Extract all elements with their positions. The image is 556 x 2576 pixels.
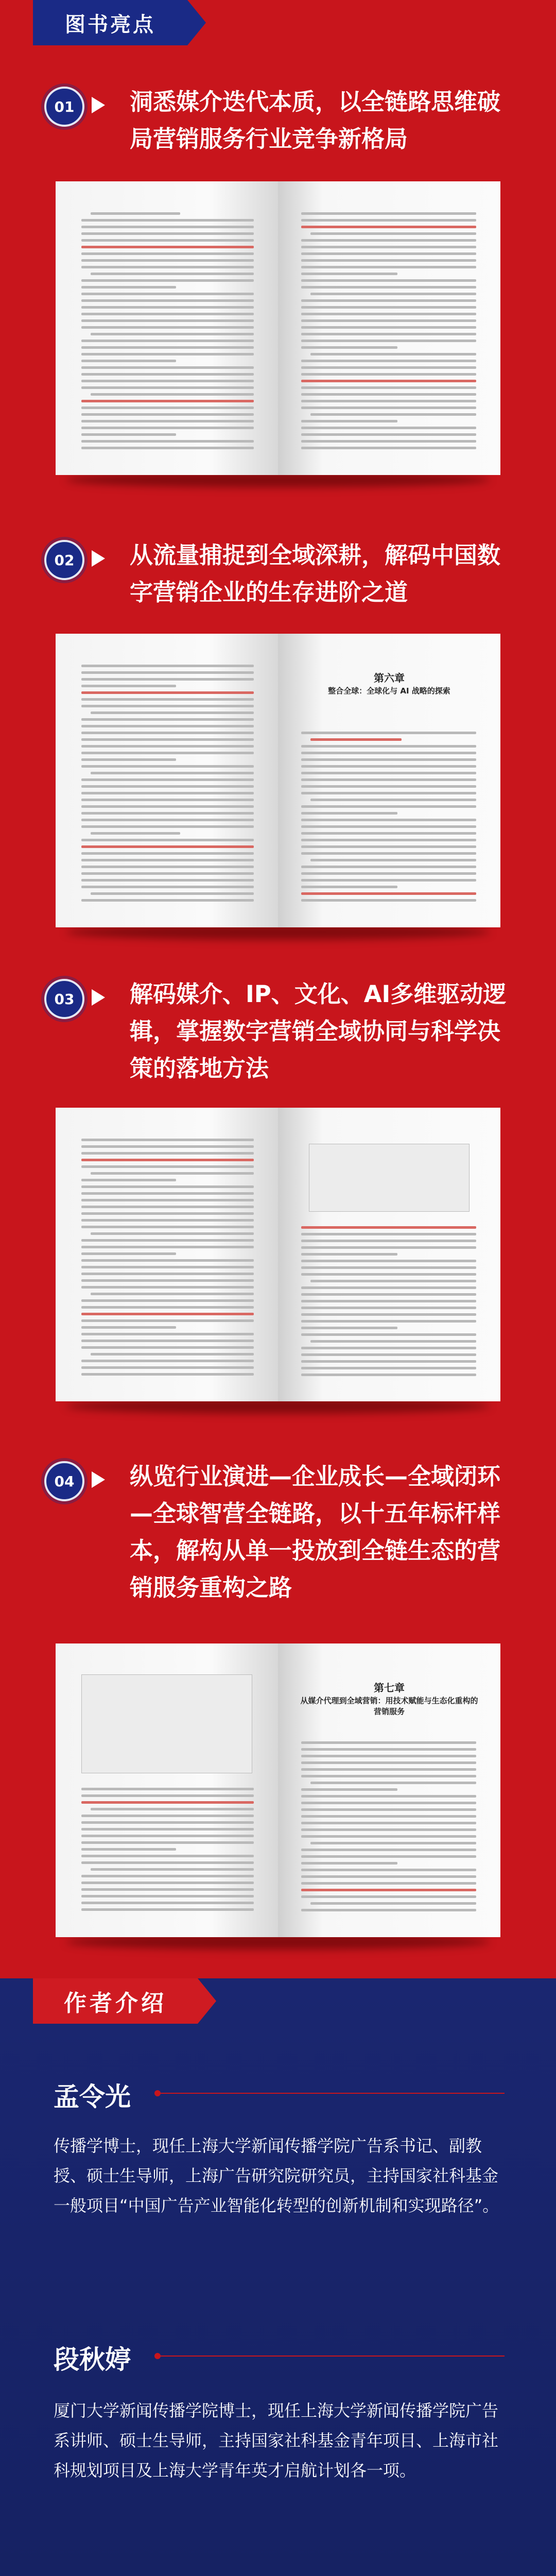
number-badge-01: 01 [44, 87, 84, 127]
text-line [301, 1266, 476, 1269]
text-line [301, 1828, 476, 1831]
text-line [301, 219, 476, 222]
text-line [91, 273, 254, 275]
text-line [81, 1279, 254, 1282]
text-line [301, 1347, 476, 1349]
text-line [81, 725, 254, 727]
text-line [91, 1293, 254, 1295]
text-line [81, 232, 254, 235]
text-line [91, 711, 254, 714]
text-line [91, 1353, 254, 1355]
text-line [81, 1319, 254, 1322]
text-line [81, 1794, 254, 1797]
text-line [301, 386, 476, 389]
text-line [81, 678, 254, 681]
text-line [301, 212, 476, 215]
text-line [301, 1273, 476, 1276]
text-line [81, 1841, 254, 1844]
text-line [301, 1815, 476, 1818]
text-line [301, 852, 476, 855]
highlights-title: 图书亮点 [33, 0, 187, 45]
text-line [301, 1286, 476, 1289]
highlight-text-03: 解码媒介、IP、文化、AI多维驱动逻辑，掌握数字营销全域协同与科学决策的落地方法 [130, 980, 507, 1082]
book-page-right [278, 634, 500, 927]
text-line [310, 1902, 476, 1905]
number-badge-03: 03 [44, 979, 84, 1019]
divider [160, 2093, 505, 2094]
text-line [81, 366, 254, 369]
text-line [81, 252, 254, 255]
book-page-left [56, 181, 278, 475]
text-line [301, 778, 476, 781]
text-line [301, 360, 476, 362]
book-page-right [278, 1643, 500, 1937]
text-line [81, 866, 254, 868]
text-line [81, 819, 254, 821]
text-line [91, 1808, 254, 1810]
text-line [301, 1374, 476, 1376]
highlight-text-02: 从流量捕捉到全域深耕，解码中国数字营销企业的生存进阶之道 [130, 541, 501, 606]
text-line [81, 1226, 254, 1228]
text-line [91, 212, 180, 215]
text-line [81, 845, 254, 848]
text-line [301, 1748, 476, 1751]
text-line [301, 1300, 476, 1302]
text-line [301, 1882, 476, 1885]
text-line [81, 792, 254, 794]
authors-title: 作者介绍 [33, 1978, 198, 2024]
text-line [91, 1232, 254, 1235]
chapter-title: 从媒介代理到全域营销：用技术赋能与生态化重构的营销服务 [300, 1696, 478, 1716]
text-line [301, 299, 476, 302]
text-line [301, 732, 476, 734]
text-line [81, 1908, 254, 1911]
text-line [81, 1801, 254, 1804]
text-line [310, 738, 402, 741]
text-line [301, 380, 476, 382]
text-line [81, 752, 254, 754]
text-line [310, 799, 476, 801]
text-line [301, 1835, 476, 1838]
number-badge-04: 04 [44, 1461, 84, 1501]
text-line [301, 226, 476, 228]
text-line [81, 671, 254, 674]
text-line [81, 326, 254, 329]
text-line [301, 1875, 476, 1878]
text-line [301, 366, 476, 369]
book-figure [81, 1674, 252, 1773]
text-line [301, 1293, 476, 1296]
text-line [301, 765, 476, 768]
text-line [301, 1320, 476, 1323]
text-line [81, 698, 254, 701]
text-line [81, 1165, 254, 1168]
text-line [301, 1761, 476, 1764]
text-line [301, 259, 476, 262]
number-badge-02: 02 [44, 540, 84, 580]
text-line [301, 805, 476, 808]
text-line [301, 279, 476, 282]
text-line [301, 440, 476, 443]
text-line [301, 1246, 476, 1249]
text-line [301, 1802, 476, 1804]
text-line [81, 433, 176, 436]
author-name: 段秋婷 [54, 2345, 131, 2375]
book-page-left [56, 1108, 278, 1401]
text-line [91, 1868, 254, 1871]
text-line [81, 219, 254, 222]
text-line [301, 1226, 476, 1229]
text-line [301, 400, 476, 402]
text-line [81, 1821, 254, 1824]
text-line [81, 1152, 254, 1155]
text-line [81, 1266, 254, 1268]
text-line [301, 333, 476, 335]
text-line [301, 886, 397, 888]
text-line [301, 1795, 476, 1798]
book-spread-03 [56, 1108, 500, 1406]
text-line [301, 1233, 476, 1235]
text-line [301, 406, 476, 409]
text-line [81, 286, 176, 289]
text-line [301, 745, 476, 748]
text-line [81, 745, 254, 748]
text-line [301, 447, 476, 449]
text-line [81, 1848, 176, 1851]
text-line [301, 866, 476, 868]
text-line [81, 360, 176, 362]
text-line [91, 1172, 254, 1175]
book-page-left [56, 634, 278, 927]
text-line [81, 1828, 254, 1831]
text-line [301, 346, 397, 349]
text-line [81, 1139, 254, 1141]
text-line [301, 1327, 397, 1329]
text-line [310, 859, 476, 861]
text-line [301, 879, 476, 882]
text-line [301, 1788, 397, 1791]
text-line [301, 1741, 476, 1744]
text-line [81, 1815, 254, 1817]
divider [160, 2355, 505, 2357]
text-line [301, 239, 476, 242]
text-line [301, 832, 476, 835]
text-line [301, 340, 476, 342]
text-line [81, 380, 254, 382]
text-line [81, 859, 254, 861]
text-line [81, 1861, 254, 1864]
text-line [301, 313, 476, 315]
text-line [301, 785, 476, 788]
text-line [81, 758, 176, 761]
book-spread-04 [56, 1643, 500, 1942]
text-line [81, 738, 254, 741]
text-line [301, 812, 397, 815]
text-line [81, 899, 254, 902]
text-line [81, 1192, 254, 1195]
text-line [81, 1179, 176, 1181]
text-line [310, 1782, 476, 1784]
book-figure [309, 1144, 470, 1212]
text-line [81, 665, 254, 667]
text-line [301, 319, 476, 322]
text-line [81, 420, 254, 422]
text-line [81, 1145, 254, 1148]
text-line [81, 406, 254, 409]
authors-section [0, 1978, 556, 2576]
text-line [81, 1346, 254, 1349]
text-line [81, 319, 254, 322]
text-line [81, 299, 254, 302]
text-line [310, 1280, 476, 1282]
text-line [81, 427, 254, 429]
text-line [81, 1882, 254, 1884]
text-line [301, 373, 476, 376]
text-line [301, 772, 476, 774]
text-line [301, 845, 476, 848]
text-line [91, 892, 254, 895]
arrow-icon [92, 97, 105, 113]
text-line [81, 1252, 176, 1255]
text-line [301, 1808, 476, 1811]
text-line [81, 1855, 254, 1857]
text-line [91, 832, 180, 835]
divider-dot [154, 2090, 161, 2096]
text-line [81, 246, 254, 248]
text-line [301, 1240, 476, 1242]
text-line [301, 1855, 476, 1858]
text-line [301, 1822, 476, 1824]
text-line [301, 266, 476, 268]
text-line [81, 685, 176, 687]
text-line [301, 252, 476, 255]
text-line [81, 1340, 254, 1342]
text-line [301, 792, 476, 794]
text-line [81, 1835, 254, 1837]
text-line [301, 420, 397, 422]
text-line [81, 1212, 254, 1215]
text-line [81, 839, 254, 841]
text-line [81, 879, 254, 882]
author-bio: 厦门大学新闻传播学院博士，现任上海大学新闻传播学院广告系讲师、硕士生导师，主持国家社科基金青年项目、上海市社科规划项目及上海大学青年英才启航计划各一项。 [54, 2401, 499, 2480]
text-line [301, 872, 476, 875]
text-line [301, 326, 476, 329]
text-line [301, 1768, 476, 1771]
text-line [81, 718, 254, 721]
text-line [81, 785, 254, 788]
book-spread-02 [56, 634, 500, 933]
text-line [301, 433, 476, 436]
text-line [81, 1286, 254, 1289]
text-line [81, 306, 254, 309]
text-line [81, 1206, 254, 1208]
text-line [91, 772, 254, 774]
text-line [81, 886, 254, 888]
text-line [81, 1326, 176, 1329]
text-line [301, 427, 476, 429]
text-line [301, 1353, 476, 1356]
author-name: 孟令光 [54, 2082, 131, 2112]
text-line [81, 812, 254, 815]
text-line [81, 226, 254, 228]
text-line [81, 1788, 254, 1790]
text-line [301, 393, 476, 396]
text-line [81, 293, 254, 295]
text-line [81, 1313, 254, 1315]
text-line [81, 765, 254, 768]
chapter-title: 整合全球：全球化与 AI 战略的探索 [328, 686, 450, 696]
text-line [301, 758, 476, 761]
chapter-number: 第七章 [374, 1682, 405, 1694]
text-line [301, 825, 476, 828]
text-line [81, 440, 254, 443]
text-line [301, 899, 476, 902]
text-line [81, 259, 254, 262]
text-line [301, 1889, 476, 1891]
text-line [81, 413, 254, 416]
text-line [301, 1367, 476, 1369]
text-line [81, 1199, 254, 1201]
text-line [301, 1260, 476, 1262]
text-line [81, 1306, 254, 1309]
text-line [301, 1333, 476, 1336]
text-line [81, 1219, 254, 1222]
divider-dot [154, 2353, 161, 2359]
text-line [301, 246, 476, 248]
text-line [81, 1273, 254, 1275]
text-line [301, 892, 476, 895]
text-line [81, 872, 254, 875]
text-line [301, 819, 476, 821]
text-line [310, 1842, 476, 1844]
text-line [81, 1159, 254, 1161]
text-line [301, 1253, 397, 1256]
text-line [301, 1869, 476, 1871]
text-line [81, 705, 254, 707]
text-line [81, 1239, 254, 1242]
highlight-text-04: 纵览行业演进—企业成长—全域闭环—全球智营全链路，以十五年标杆样本，解构从单一投放到全链生态的营销服务重构之路 [130, 1463, 501, 1601]
text-line [310, 413, 476, 416]
text-line [81, 1888, 254, 1891]
text-line [81, 732, 254, 734]
chapter-number: 第六章 [374, 672, 405, 684]
book-page-right [278, 1108, 500, 1401]
text-line [81, 373, 254, 376]
text-line [301, 286, 476, 289]
text-line [310, 1340, 476, 1343]
text-line [81, 400, 254, 402]
text-line [81, 1333, 254, 1335]
text-line [301, 1307, 476, 1309]
text-line [301, 306, 476, 309]
text-line [81, 1360, 254, 1362]
arrow-icon [92, 550, 105, 567]
text-line [81, 1185, 254, 1188]
text-line [81, 1875, 254, 1877]
text-line [301, 1849, 476, 1851]
text-line [310, 293, 476, 295]
text-line [301, 1360, 476, 1363]
arrow-icon [92, 989, 105, 1006]
text-line [301, 1775, 476, 1777]
author-bio: 传播学博士，现任上海大学新闻传播学院广告系书记、副教授、硕士生导师，上海广告研究院研究员，主持国家社科基金一般项目“中国广告产业智能化转型的创新机制和实现路径”。 [54, 2136, 499, 2215]
text-line [301, 1895, 476, 1898]
text-line [81, 825, 254, 828]
text-line [310, 353, 476, 355]
text-line [81, 1902, 254, 1904]
text-line [310, 232, 476, 235]
text-line [301, 1909, 476, 1911]
text-line [301, 273, 397, 275]
text-line [91, 333, 254, 335]
text-line [81, 386, 254, 389]
text-line [81, 691, 254, 694]
text-line [81, 1246, 254, 1248]
text-line [81, 346, 254, 349]
text-line [81, 1366, 254, 1369]
text-line [81, 340, 254, 342]
text-line [81, 799, 254, 801]
text-line [301, 1755, 476, 1757]
text-line [301, 1862, 397, 1865]
text-line [81, 1259, 254, 1262]
text-line [301, 752, 476, 754]
text-line [91, 393, 254, 396]
text-line [81, 778, 254, 781]
text-line [81, 1299, 254, 1302]
text-line [81, 279, 254, 282]
text-line [81, 852, 254, 855]
text-line [81, 1373, 254, 1376]
highlight-text-01: 洞悉媒介迭代本质，以全链路思维破局营销服务行业竞争新格局 [130, 88, 501, 152]
text-line [81, 805, 254, 808]
text-line [81, 353, 254, 355]
text-line [81, 266, 254, 268]
text-line [81, 447, 254, 449]
book-page-left [56, 1643, 278, 1937]
text-line [81, 313, 254, 315]
text-line [81, 1895, 254, 1897]
text-line [301, 839, 476, 841]
arrow-icon [92, 1471, 105, 1488]
text-line [301, 1313, 476, 1316]
book-spread-01 [56, 181, 500, 480]
book-page-right [278, 181, 500, 475]
text-line [81, 239, 254, 242]
